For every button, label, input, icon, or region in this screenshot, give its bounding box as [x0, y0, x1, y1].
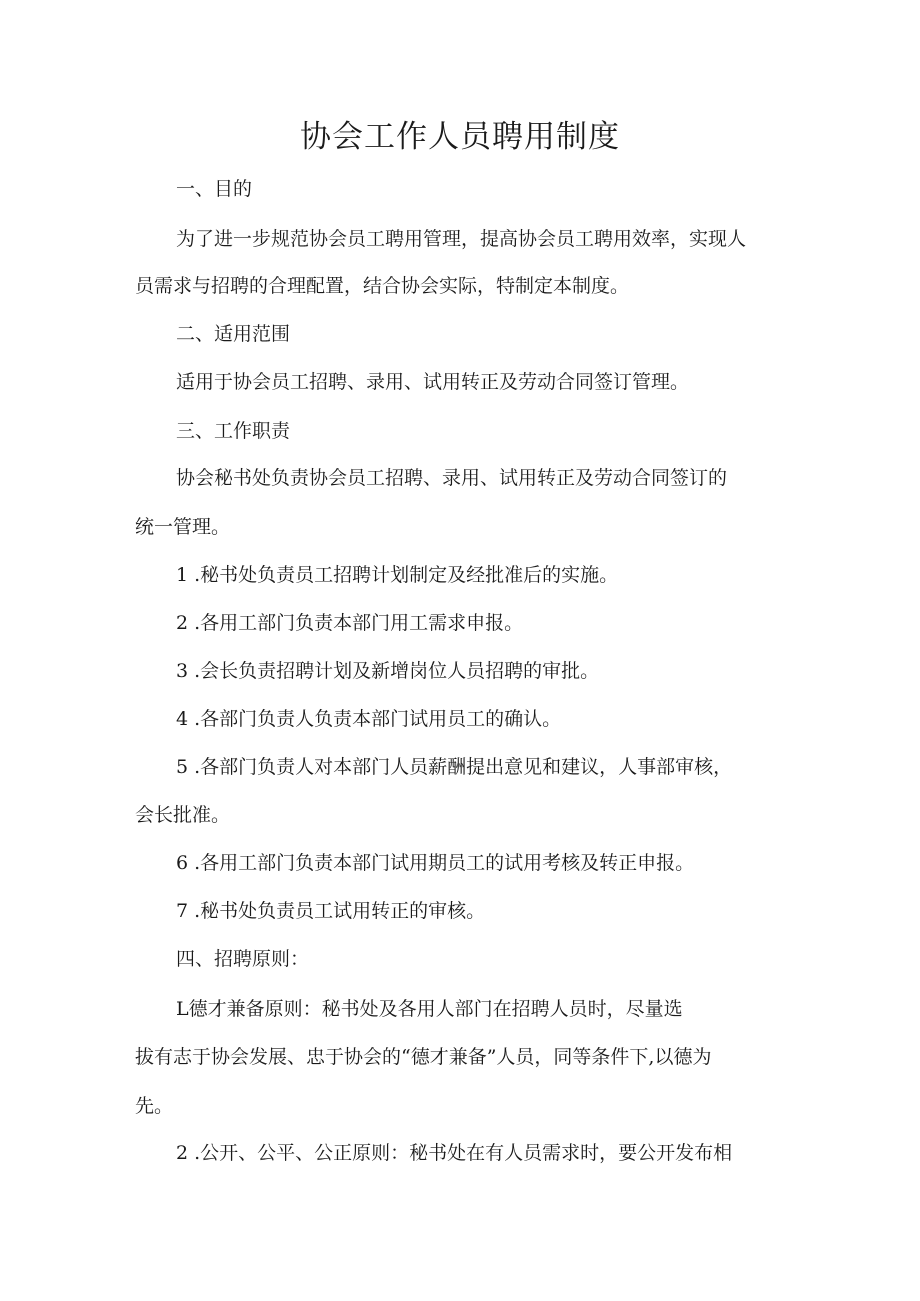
- list-item: 2 .公开、公平、公正原则：秘书处在有人员需求时，要公开发布相: [176, 1142, 733, 1164]
- list-item: 2 .各用工部门负责本部门用工需求申报。: [176, 612, 524, 634]
- section-heading-principles: 四、招聘原则：: [176, 948, 310, 970]
- section-heading-scope: 二、适用范围: [176, 323, 291, 345]
- section-heading-duties: 三、工作职责: [176, 420, 291, 442]
- paragraph-line: 为了进一步规范协会员工聘用管理，提高协会员工聘用效率，实现人: [176, 228, 747, 250]
- list-item: L德才兼备原则：秘书处及各用人部门在招聘人员时，尽量选: [176, 998, 683, 1020]
- list-item-continuation: 会长批准。: [135, 804, 231, 826]
- list-item-continuation: 拔有志于协会发展、忠于协会的“德才兼备”人员，同等条件下,以德为: [135, 1046, 712, 1068]
- paragraph-line: 适用于协会员工招聘、录用、试用转正及劳动合同签订管理。: [176, 371, 690, 393]
- paragraph-line: 统一管理。: [135, 516, 231, 538]
- list-item: 7 .秘书处负责员工试用转正的审核。: [176, 900, 486, 922]
- list-item: 4 .各部门负责人负责本部门试用员工的确认。: [176, 708, 562, 730]
- list-item: 1 .秘书处负责员工招聘计划制定及经批准后的实施。: [176, 564, 619, 586]
- section-heading-purpose: 一、目的: [176, 178, 253, 200]
- paragraph-line: 协会秘书处负责协会员工招聘、录用、试用转正及劳动合同签订的: [176, 467, 728, 489]
- paragraph-line: 员需求与招聘的合理配置，结合协会实际，特制定本制度。: [135, 275, 630, 297]
- list-item: 6 .各用工部门负责本部门试用期员工的试用考核及转正申报。: [176, 852, 695, 874]
- list-item: 5 .各部门负责人对本部门人员薪酬提出意见和建议，人事部审核，: [176, 756, 733, 778]
- document-title: 协会工作人员聘用制度: [300, 119, 620, 155]
- list-item: 3 .会长负责招聘计划及新增岗位人员招聘的审批。: [176, 660, 600, 682]
- list-item-continuation: 先。: [135, 1095, 174, 1117]
